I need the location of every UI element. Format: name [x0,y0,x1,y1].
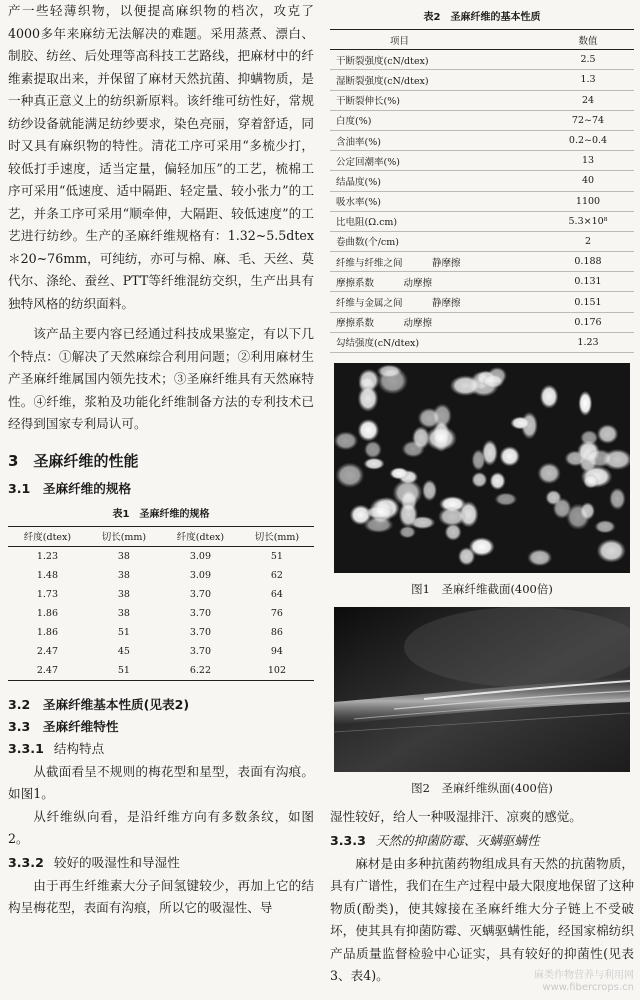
fiber-section-blob [358,419,380,442]
table-cell [330,312,542,332]
table-cell: 6.22 [189,664,211,676]
table1 [8,526,314,681]
property-name: 勾结强度(cN/dtex) [336,338,420,350]
fiber-section-blob [472,449,486,471]
subsection-heading: 3.2 圣麻纤维基本性质(见表2) [8,696,190,712]
table-row [330,70,634,90]
property-value: 1100 [575,195,601,207]
fiber-section-blob [358,385,379,412]
table-cell [330,151,542,171]
fiber-section-blob [389,467,409,479]
table2-caption: 表2 圣麻纤维的基本性质 [423,12,541,23]
table-cell [330,191,542,211]
table-header-cell: 数值 [578,35,598,47]
fiber-section-blob [334,431,358,450]
heading-title: 结构特点 [53,740,105,756]
heading-number: 3.3.2 [8,854,44,870]
fiber-section-blob [537,462,560,484]
property-name: 摩擦系数 [336,277,375,289]
table-cell [330,231,542,251]
table-cell: 1.48 [36,569,59,581]
table-row [330,151,634,171]
table-row [8,585,314,604]
figure2-caption: 图2 圣麻纤维纵面(400倍) [411,781,553,795]
table-cell: 38 [117,569,130,581]
property-subtype: 动摩擦 [403,277,433,289]
property-value: 24 [581,94,595,106]
table-header-row [330,30,634,50]
table-cell: 2.47 [36,664,59,676]
table-row [330,312,634,332]
fiber-section-blob [377,365,402,378]
table-cell: 64 [270,588,283,600]
table-cell [330,110,542,130]
property-value: 0.188 [574,256,602,268]
right-column [330,0,634,988]
property-name: 摩擦系数 [336,318,375,330]
property-value: 1.23 [577,336,599,348]
watermark-line: 麻类作物营养与利用网 [534,970,634,981]
table-cell: 51 [117,626,130,638]
fiber-section-blob [597,424,619,444]
fiber-section-blob [499,446,520,467]
property-name: 干断裂伸长(%) [336,96,400,108]
property-value: 13 [581,155,595,167]
fiber-section-blob [597,539,626,563]
table-cell: 1.86 [36,626,59,638]
property-value: 2.5 [580,54,596,66]
property-name: 白度(%) [336,116,372,128]
table-cell: 94 [270,645,283,657]
table-cell [330,272,542,292]
table-cell: 1.73 [36,588,59,600]
fiber-section-blob [594,520,615,533]
table-row [8,604,314,623]
table-row [330,272,634,292]
fiber-section-blob [609,487,626,510]
table-row [8,546,314,566]
fiber-section-blob [369,498,394,525]
fiber-section-blob [393,479,423,506]
fiber-section-blob [583,474,599,489]
body-paragraph: 湿性较好，给人一种吸湿排汗、凉爽的感觉。 [330,809,582,824]
body-paragraph: 麻材是由多种抗菌药物组成具有天然的抗菌物质，具有广谱性，我们在生产过程中最大限度地保留了这种物质(酚类)，使其嫁接在圣麻纤维大分子链上不受破坏，使其具有抑菌防霉、灭螨驱螨性能，经国家棉纺织产品质量监督检验中心证实，具有较好的抑菌性(见表3、表4)。 [330,855,634,983]
heading-number: 3.3.1 [8,740,44,756]
table-row [330,332,634,352]
fiber-section-blob [363,458,384,470]
table-cell: 38 [117,607,130,619]
table-row [330,171,634,191]
subsubsection-heading [8,853,314,873]
fiber-section-blob [566,503,590,530]
property-value: 2 [584,235,592,247]
fiber-section-blob [422,479,437,501]
watermark-line: www.fibercrops.cn [542,982,634,993]
fiber-section-blob [335,463,364,488]
property-subtype: 静摩擦 [432,298,461,310]
table-cell: 3.70 [189,588,211,600]
table-cell: 1.86 [36,607,59,619]
fiber-section-blob [510,416,530,429]
property-value: 0.151 [574,296,602,308]
table-cell [330,90,542,110]
table-row [330,50,634,70]
table-cell: 3.70 [189,645,211,657]
fiber-section-blob [495,493,518,506]
fiber-section-blob [490,472,506,490]
table-row [330,90,634,110]
table-row [330,130,634,150]
table-row [330,252,634,272]
table-row [8,623,314,642]
body-paragraph: 产一些轻薄织物，以便提高麻织物的档次，攻克了4000多年来麻纺无法解决的难题。采用蒸煮、漂白、制胶、纺丝、后处理等高科技工艺路线，把麻材中的纤维素提取出来，并保留了麻材天然抗菌、抑螨物质，是一种真正意义上的纺织新原料。该纤维可纺性好，常规纺纱设备就能满足纺纱要求，染色亮丽，穿着舒适，同时又具有麻织物的特性。清花工序可采用“多梳少打，较低打手速度，适当定量，偏轻加压”的工艺，梳棉工序可采用“低速度、适中隔距、轻定量、较小张力”的工艺，并条工序可采用“顺牵伸，大隔距、较低速度”的工艺进行纺纱。生产的圣麻纤维规格有：1.32~5.5dtex＊20~76mm，可纯纺，亦可与棉、麻、毛、天丝、莫代尔、涤纶、蚕丝、PTT等纤维混纺交织，生产出具有独特风格的纺织面料。 [8,3,314,311]
table1-caption: 表1 圣麻纤维的规格 [112,508,210,520]
table2 [330,29,634,353]
body-paragraph: 该产品主要内容已经通过科技成果鉴定，有以下几个特点：①解决了天然麻综合利用问题；②利用麻材生产圣麻纤维属国内领先技术；③圣麻纤维具有天然麻特性。④纤维，浆粕及功能化纤维制备方法的专利技术已经得到国家专利局认可。 [8,326,314,431]
table-cell [330,292,542,312]
subsection-heading: 3.1 圣麻纤维的规格 [8,480,132,496]
property-name: 湿断裂强度(cN/dtex) [336,75,429,87]
table-cell: 3.09 [189,550,211,562]
table-header-cell: 切长(mm) [254,532,300,543]
property-name: 纤维与金属之间 [336,298,403,310]
subsection-heading: 3.3 圣麻纤维特性 [8,718,119,734]
property-subtype: 动摩擦 [403,318,433,330]
table-cell [330,130,542,150]
fiber-section-blob [584,449,614,468]
table-cell: 3.70 [189,607,211,619]
property-name: 吸水率(%) [336,197,381,209]
table-cell [330,211,542,231]
table-cell: 38 [117,588,130,600]
property-value: 72~74 [571,114,605,126]
table-cell: 86 [270,626,283,638]
fiber-section-blob [527,549,552,566]
table-cell [330,171,542,191]
subsubsection-heading [330,831,634,851]
body-paragraph: 由于再生纤维素大分子间氢键较少，再加上它的结构呈梅花型，表面有沟痕，所以它的吸湿性、导 [8,877,314,915]
left-column [8,0,314,920]
table-cell: 51 [270,550,283,562]
table-row [330,292,634,312]
body-paragraph: 从截面看呈不规则的梅花型和星型，表面有沟痕。如图1。 [8,763,314,801]
property-subtype: 静摩擦 [432,257,461,269]
table-cell: 38 [117,550,130,562]
heading-title: 较好的吸湿性和导湿性 [53,854,180,870]
fiber-section-blob [540,385,559,409]
property-name: 含油率(%) [336,136,381,148]
table-cell: 1.23 [36,550,59,562]
table-cell: 102 [267,664,286,676]
property-value: 1.3 [580,74,596,86]
fiber-section-blob [425,426,457,451]
table-cell [330,50,542,70]
fiber-cross-section-image [334,363,630,573]
property-value: 5.3×10⁸ [568,215,608,227]
table-cell: 45 [117,645,130,657]
table-header-cell: 项目 [390,35,410,47]
figure1-micrograph [334,363,630,573]
property-value: 0.176 [574,316,602,328]
fiber-section-blob [578,391,592,416]
property-name: 比电阻(Ω.cm) [336,217,398,229]
property-value: 0.2~0.4 [568,135,608,147]
heading-title: 天然的抑菌防霉、灭螨驱螨性 [375,832,540,848]
property-name: 干断裂强度(cN/dtex) [336,55,429,67]
table-row [330,231,634,251]
property-value: 0.131 [574,276,602,288]
table-cell [330,70,542,90]
table-row [8,642,314,661]
table-header-cell: 纤度(dtex) [23,532,72,543]
table-row [330,211,634,231]
section-heading: 3 圣麻纤维的性能 [8,451,139,470]
table-cell [330,252,542,272]
table-cell: 2.47 [36,645,59,657]
table-header-cell: 切长(mm) [101,532,147,543]
fiber-section-blob [418,408,441,429]
fiber-section-blob [445,523,462,541]
fiber-section-blob [471,472,487,488]
table-header-row [8,526,314,546]
table-cell [330,332,542,352]
watermark [534,970,634,994]
figure2-micrograph [334,607,630,772]
fiber-longitudinal-image [334,607,630,772]
subsubsection-heading [8,739,314,759]
property-name: 纤维与纤维之间 [336,257,403,269]
property-name: 卷曲数(个/cm) [336,237,399,249]
table-cell: 62 [270,569,283,581]
table-cell: 76 [270,607,283,619]
property-value: 40 [581,175,595,187]
fiber-section-blob [580,430,598,446]
fiber-section-blob [482,374,504,389]
heading-number: 3.3.3 [330,832,366,848]
table-row [8,566,314,585]
table-cell: 3.70 [189,626,211,638]
body-paragraph: 从纤维纵向看，是沿纤维方向有多数条纹，如图2。 [8,808,314,846]
figure1-caption: 图1 圣麻纤维截面(400倍) [411,582,553,596]
fiber-section-blob [364,441,382,459]
table-row [330,191,634,211]
property-name: 结晶度(%) [336,176,381,188]
property-name: 公定回潮率(%) [336,156,400,168]
table-row [8,661,314,681]
table-cell: 51 [117,664,130,676]
table-cell: 3.09 [189,569,211,581]
table-row [330,110,634,130]
table-header-cell: 纤度(dtex) [176,532,225,543]
fiber-section-blob [469,537,495,556]
